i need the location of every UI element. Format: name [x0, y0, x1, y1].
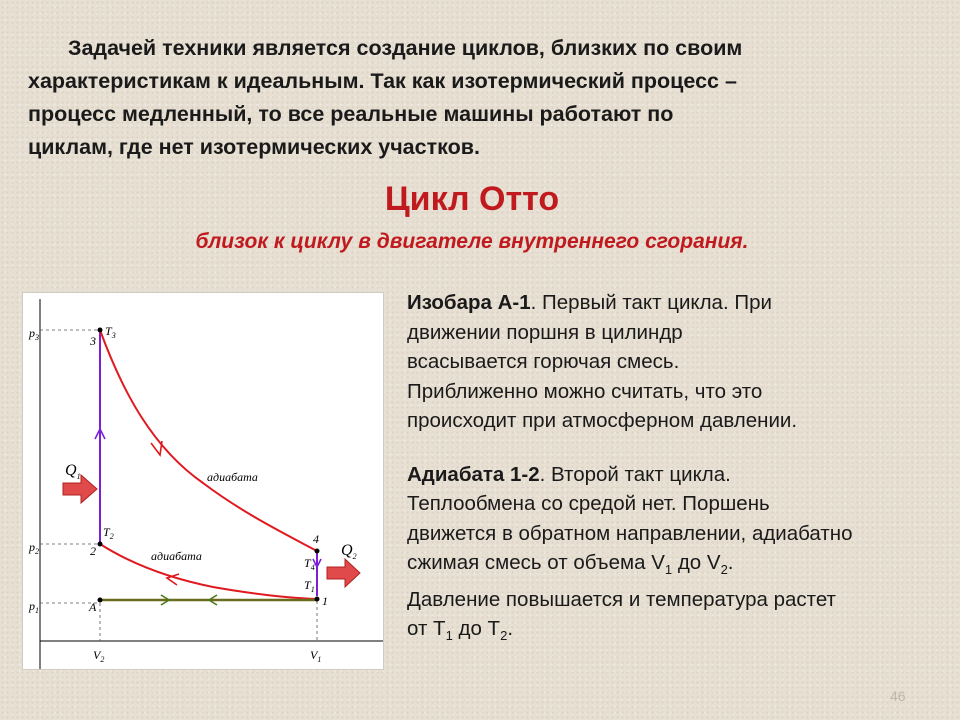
point-4-dot [315, 549, 320, 554]
slide-subtitle: близок к циклу в двигателе внутреннего сгорания. [195, 230, 749, 253]
isobar-description: Изобара А-1. Первый такт цикла. При движении поршня в цилиндр всасывается горючая смесь. Приближенно можно считать, что это происходит при атмосферном давлении. [407, 291, 798, 432]
point-4-label: 4 [313, 532, 319, 546]
slide-title: Цикл Отто [384, 180, 560, 218]
intro-line-4: циклам, где нет изотермических участков. [28, 135, 480, 159]
t3-label: $T_3$ [105, 324, 116, 340]
p1-axis-label: $p_1$ [29, 599, 39, 615]
adiabat-3-4 [100, 330, 317, 551]
otto-cycle-svg [23, 293, 383, 669]
t2-label: $T_2$ [103, 525, 114, 541]
intro-line-1: Задачей техники является создание циклов, близких по своим [68, 36, 743, 60]
p2-axis-label: $p_2$ [29, 540, 39, 556]
point-a-dot [98, 598, 103, 603]
intro-line-3: процесс медленный, то все реальные машины работают по [28, 102, 674, 126]
adiabat-1-2 [100, 544, 317, 599]
point-3-label: 3 [90, 334, 96, 348]
adiabat-lower-label: адиабата [151, 549, 202, 563]
intro-line-2: характеристикам к идеальным. Так как изотермический процесс – [28, 69, 737, 93]
point-2-dot [98, 542, 103, 547]
point-a-label: A [89, 600, 97, 614]
q2-label: $Q_2$ [341, 542, 357, 561]
adiabat-upper-label: адиабата [207, 470, 258, 484]
description-panel [407, 288, 947, 651]
q1-label: $Q_1$ [65, 462, 81, 481]
t4-label: $T_4$ [304, 556, 315, 572]
adiabat-heading: Адиабата 1-2 [407, 462, 540, 486]
isobar-heading: Изобара А-1 [407, 291, 531, 314]
page-number: 46 [890, 688, 906, 704]
point-3-dot [98, 328, 103, 333]
v1-axis-label: $V_1$ [310, 648, 322, 664]
v2-axis-label: $V_2$ [93, 648, 105, 664]
otto-cycle-diagram [22, 292, 384, 670]
point-1-dot [315, 597, 320, 602]
intro-paragraph [28, 32, 928, 164]
p3-axis-label: $p_3$ [29, 326, 39, 342]
q2-heat-out-arrow-icon [327, 559, 360, 587]
point-1-label: 1 [322, 594, 328, 608]
t1-label: $T_1$ [304, 578, 315, 594]
point-2-label: 2 [90, 544, 96, 558]
adiabat-description: Адиабата 1-2. Второй такт цикла. Теплообмена со средой нет. Поршень движется в обратном направлении, адиабатно сжимая смесь от объема $V_1$ до $V_2$. Давление повышается и температура растет от $T_1$ до $T_2$. [407, 462, 853, 644]
